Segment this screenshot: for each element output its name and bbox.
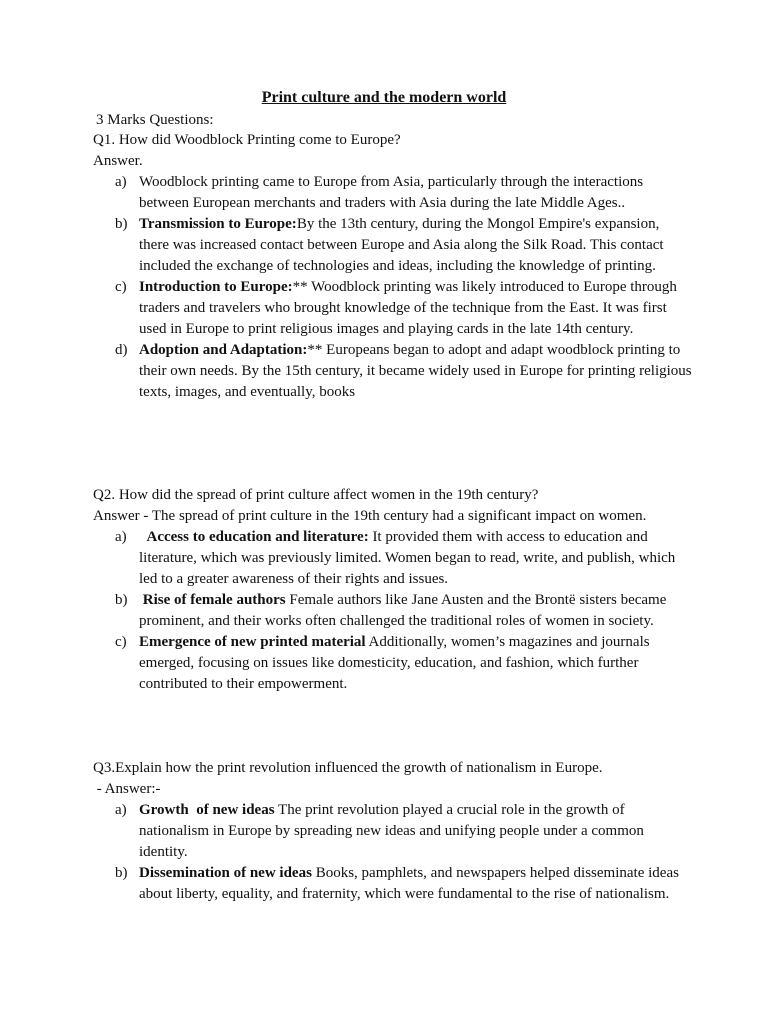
item-text: ** Woodblock printing was likely introduced to Europe through traders and travelers who brought knowledge of the technique from the East. It was first used in Europe to print religious images and playing cards in the late 14th century.: [139, 279, 677, 337]
list-item: [93, 527, 693, 590]
list-item: [93, 863, 693, 905]
item-lead: Introduction to Europe:: [139, 279, 293, 295]
item-text: By the 13th century, during the Mongol Empire's expansion, there was increased contact between Europe and Asia along the Silk Road. This contact included the exchange of technologies and ideas, including the knowledge of printing.: [139, 216, 664, 274]
item-marker: c): [115, 279, 127, 295]
item-marker: a): [115, 529, 127, 545]
list-item: [93, 632, 693, 695]
item-lead: Emergence of new printed material: [139, 634, 366, 650]
list-item: [93, 214, 693, 277]
item-text: The print revolution played a crucial role in the growth of nationalism in Europe by spreading new ideas and unifying people under a common identity.: [139, 802, 644, 860]
question-text: Q1. How did Woodblock Printing come to Europe?: [93, 132, 401, 148]
item-text: Additionally, women’s magazines and journals emerged, focusing on issues like domesticity, education, and fashion, which further contributed to their empowerment.: [139, 634, 650, 692]
list-item: [93, 800, 693, 863]
item-lead: Dissemination of new ideas: [139, 865, 312, 881]
item-marker: a): [115, 802, 127, 818]
list-item: [93, 590, 693, 632]
item-marker: b): [115, 592, 128, 608]
item-text: ** Europeans began to adopt and adapt woodblock printing to their own needs. By the 15th century, it became widely used in Europe for printing religious texts, images, and eventually, books: [139, 342, 692, 400]
answer-list: [93, 172, 693, 403]
list-item: [93, 340, 693, 403]
item-lead: Adoption and Adaptation:: [139, 342, 308, 358]
answer-intro: - Answer:-: [93, 781, 161, 797]
page-title: Print culture and the modern world: [261, 89, 507, 106]
answer-intro: Answer - The spread of print culture in the 19th century had a significant impact on women.: [93, 508, 647, 524]
question-block-3: [93, 758, 693, 905]
section-label: 3 Marks Questions:: [96, 112, 214, 128]
list-item: [93, 277, 693, 340]
item-text: Female authors like Jane Austen and the Brontë sisters became prominent, and their works often challenged the traditional roles of women in society.: [139, 592, 667, 629]
question-text: Q3.Explain how the print revolution influenced the growth of nationalism in Europe.: [93, 760, 603, 776]
question-text: Q2. How did the spread of print culture affect women in the 19th century?: [93, 487, 539, 503]
item-marker: a): [115, 174, 127, 190]
item-text: It provided them with access to education and literature, which was previously limited. Women began to read, write, and publish, which led to a greater awareness of their rights and issues.: [139, 529, 676, 587]
item-text: Woodblock printing came to Europe from Asia, particularly through the interactions between European merchants and traders with Asia during the late Middle Ages..: [139, 174, 644, 211]
item-lead: Growth of new ideas: [139, 802, 275, 818]
item-marker: b): [115, 865, 128, 881]
answer-intro: Answer.: [93, 153, 143, 169]
question-block-2: [93, 485, 693, 695]
item-lead: Access to education and literature:: [139, 529, 369, 545]
item-marker: b): [115, 216, 128, 232]
item-lead: Transmission to Europe:: [139, 216, 297, 232]
item-lead: Rise of female authors: [139, 592, 286, 608]
item-text: Books, pamphlets, and newspapers helped disseminate ideas about liberty, equality, and fraternity, which were fundamental to the rise of nationalism.: [139, 865, 679, 902]
list-item: [93, 172, 693, 214]
item-marker: d): [115, 342, 128, 358]
question-block-1: [93, 130, 693, 403]
answer-list: [93, 800, 693, 905]
item-marker: c): [115, 634, 127, 650]
answer-list: [93, 527, 693, 695]
